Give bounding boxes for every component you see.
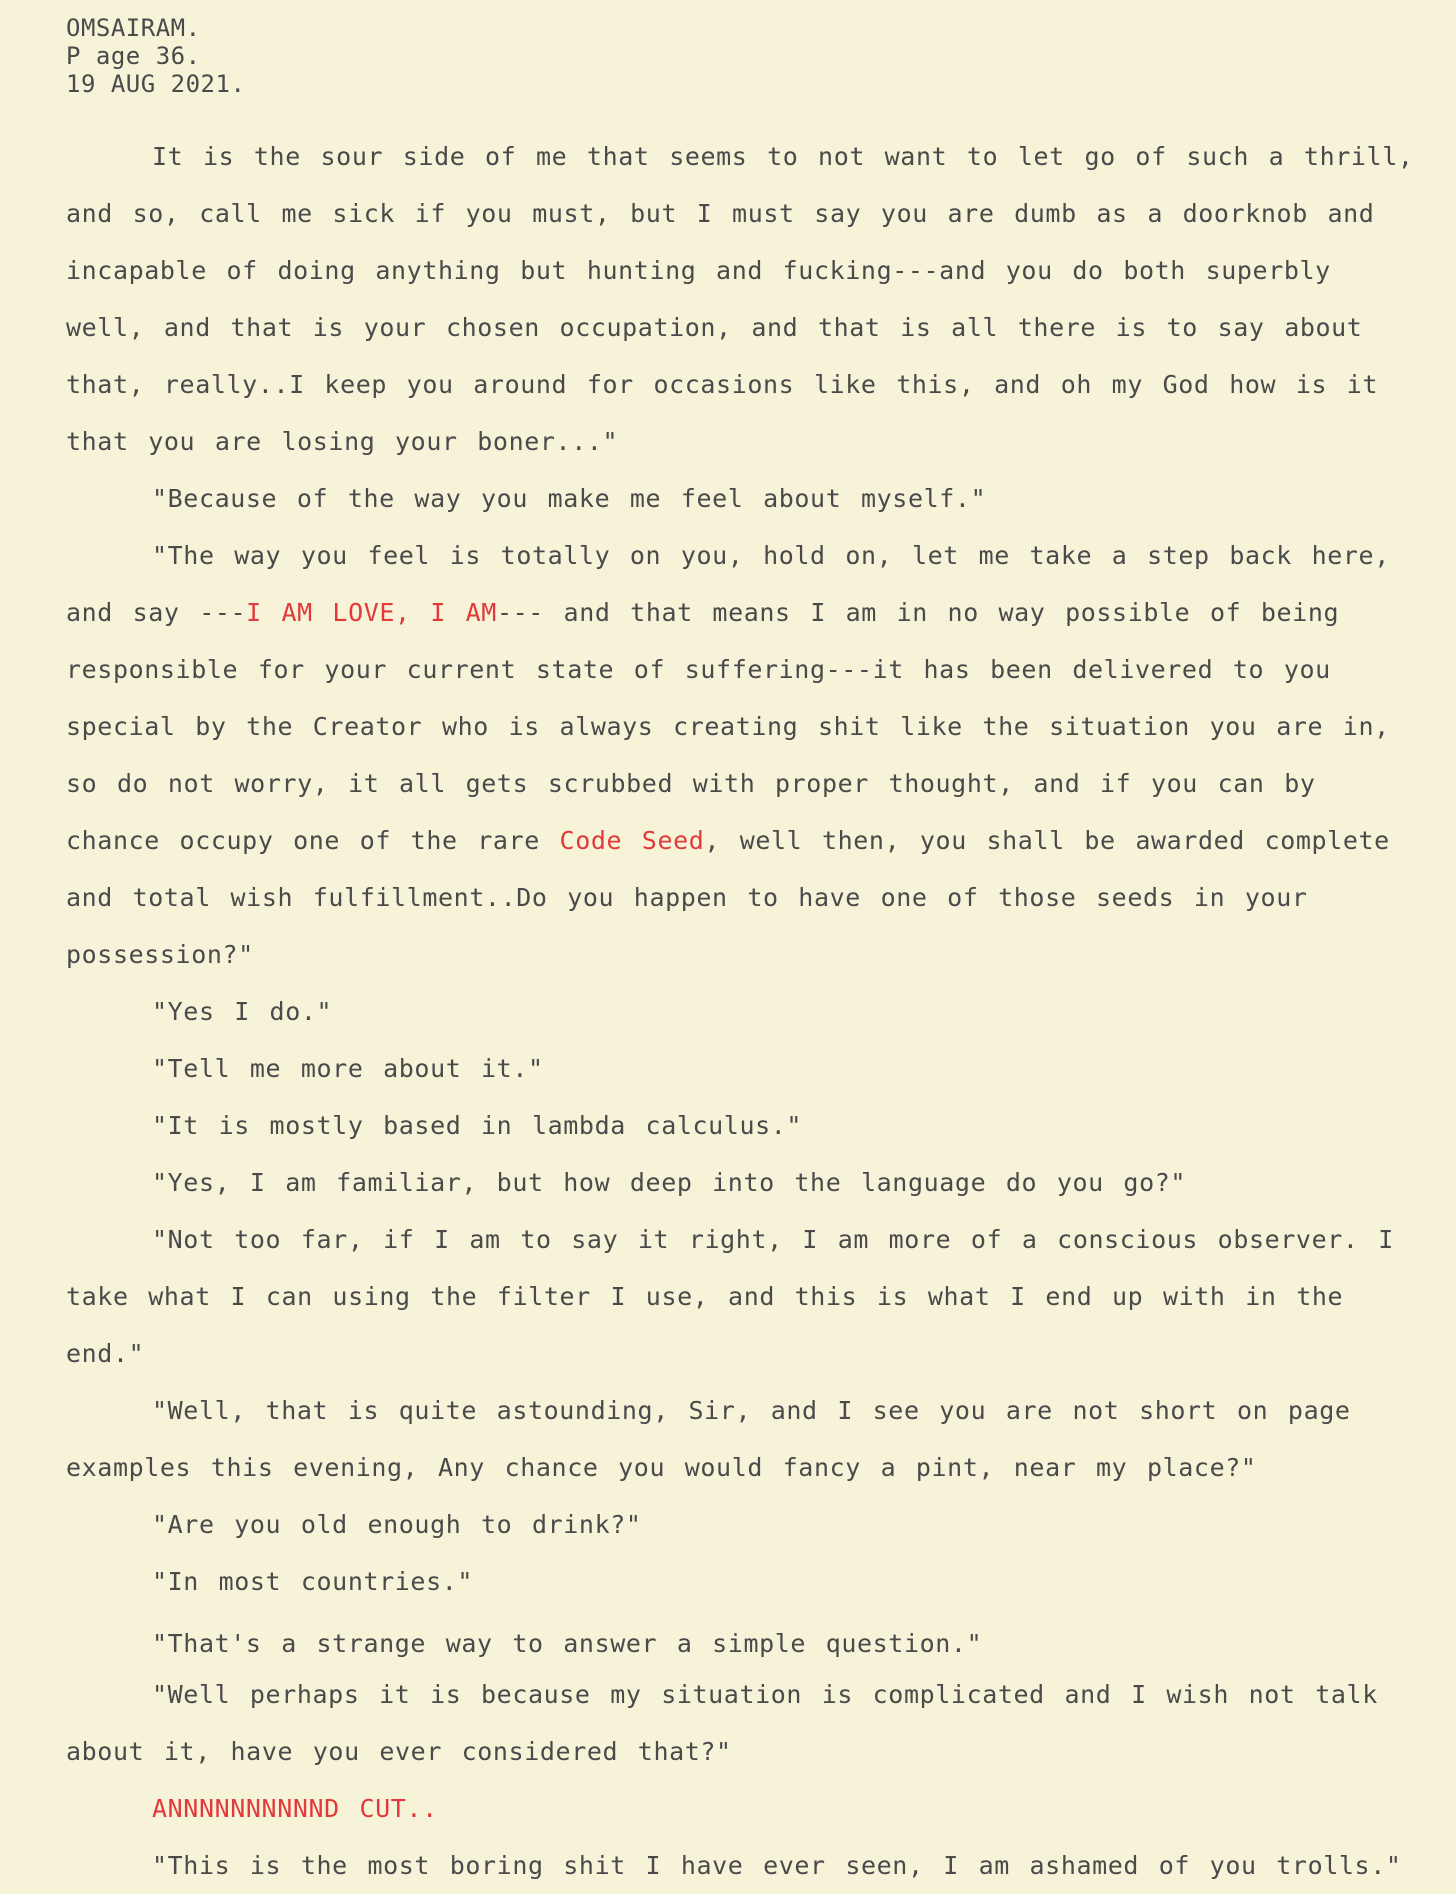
red-highlight-code-seed: Code Seed — [559, 826, 705, 855]
paragraph-5: "Tell me more about it." — [152, 1054, 544, 1083]
cut-line: ANNNNNNNNNND CUT.. — [152, 1794, 438, 1823]
paragraph-11: "In most countries." — [152, 1567, 474, 1596]
paragraph-6: "It is mostly based in lambda calculus." — [152, 1111, 803, 1140]
header-title: OMSAIRAM. — [66, 14, 201, 42]
paragraph-10: "Are you old enough to drink?" — [152, 1510, 642, 1539]
paragraph-3-part-b: --- and that means I am in no way possible of being responsible for your current state of suffering---it has been delivered to you special by the Creator who is always creating shit like the situation you are in, so do not worry, it all gets scrubbed with proper thought, and if you can by chance occupy one of the rare — [66, 598, 1390, 855]
paragraph-4: "Yes I do." — [152, 997, 333, 1026]
paragraph-9: "Well, that is quite astounding, Sir, and I see you are not short on page examples this evening, Any chance you would fancy a pint, near my place?" — [66, 1396, 1351, 1482]
closing-line: "This is the most boring shit I have ever seen, I am ashamed of you trolls." — [152, 1851, 1402, 1880]
header-page-number: P age 36. — [66, 42, 201, 70]
manuscript-body — [66, 128, 1416, 1894]
paragraph-12: "That's a strange way to answer a simple question." — [152, 1629, 983, 1658]
page-header — [66, 14, 1416, 98]
paragraph-8: "Not too far, if I am to say it right, I am more of a conscious observer. I take what I can using the filter I use, and this is what I end up with in the end." — [66, 1225, 1394, 1368]
paragraph-1: It is the sour side of me that seems to not want to let go of such a thrill, and so, call me sick if you must, but I must say you are dumb as a doorknob and incapable of doing anything but hunting and fucking---and you do both superbly well, and that is your chosen occupation, and that is all there is to say about that, really..I keep you around for occasions like this, and oh my God how is it that you are losing your boner..." — [66, 142, 1414, 456]
paragraph-13: "Well perhaps it is because my situation is complicated and I wish not talk about it, have you ever considered that?" — [66, 1680, 1378, 1766]
paragraph-3-part-a: "The way you feel is totally on you, hold on, let me take a step back here, and say --- — [66, 541, 1390, 627]
red-highlight-i-am-love: I AM LOVE, I AM — [246, 598, 497, 627]
paragraph-3-part-c: , well then, you shall be awarded complete and total wish fulfillment..Do you happen to have one of those seeds in your possession?" — [66, 826, 1390, 969]
paragraph-3 — [66, 527, 1416, 983]
header-date: 19 AUG 2021. — [66, 70, 246, 98]
paragraph-2: "Because of the way you make me feel about myself." — [152, 484, 987, 513]
paragraph-7: "Yes, I am familiar, but how deep into the language do you go?" — [152, 1168, 1187, 1197]
